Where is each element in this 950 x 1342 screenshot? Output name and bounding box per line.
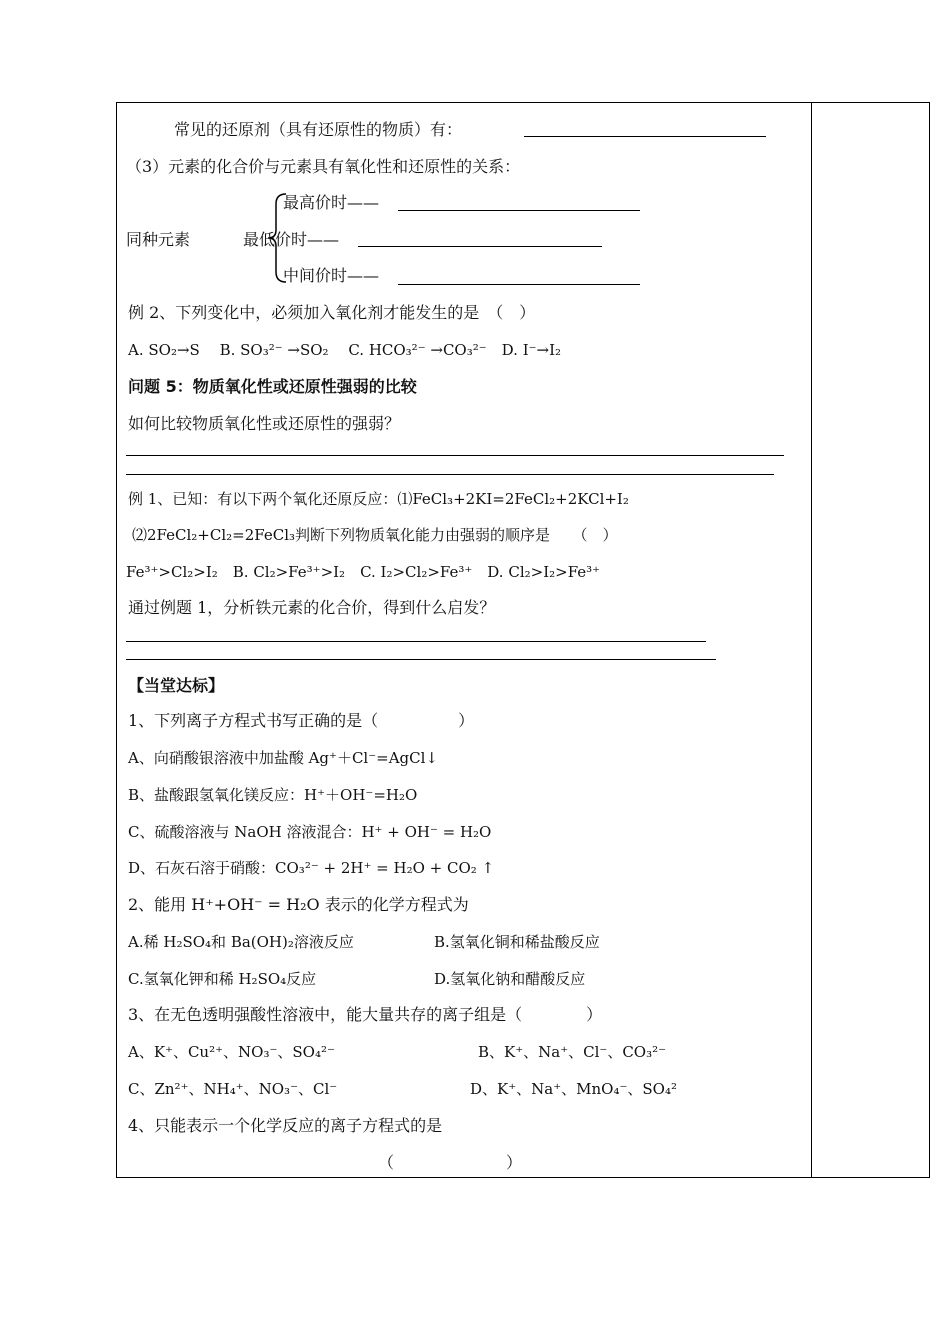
section-heading-question5: 问题 5：物质氧化性或还原性强弱的比较	[128, 377, 417, 396]
q3-option-a: A、K⁺、Cu²⁺、NO₃⁻、SO₄²⁻	[128, 1043, 335, 1061]
middle-valence-label: 中间价时——	[283, 266, 380, 285]
q4-stem: 4、只能表示一个化学反应的离子方程式的是	[128, 1116, 443, 1135]
q4-answer-parens[interactable]: （ ）	[378, 1153, 523, 1172]
q2-option-b: B.氢氧化铜和稀盐酸反应	[434, 933, 600, 951]
section-heading-practice: 【当堂达标】	[128, 676, 225, 695]
q3-option-b: B、K⁺、Na⁺、Cl⁻、CO₃²⁻	[478, 1043, 667, 1061]
answer-blank[interactable]	[126, 455, 784, 456]
answer-blank[interactable]	[398, 284, 640, 285]
q3-option-c: C、Zn²⁺、NH₄⁺、NO₃⁻、Cl⁻	[128, 1080, 338, 1098]
answer-blank[interactable]	[524, 136, 766, 137]
answer-blank[interactable]	[126, 641, 706, 642]
q2-stem: 2、能用 H⁺+OH⁻ = H₂O 表示的化学方程式为	[128, 895, 469, 914]
example1-question: 例 1、已知：有以下两个氧化还原反应：⑴FeCl₃+2KI=2FeCl₂+2KCl+I₂	[128, 490, 629, 508]
example1-options: Fe³⁺>Cl₂>I₂ B. Cl₂>Fe³⁺>I₂ C. I₂>Cl₂>Fe³⁺ D. Cl₂>I₂>Fe³⁺	[126, 563, 601, 581]
valence-relation-heading: （3）元素的化合价与元素具有氧化性和还原性的关系：	[126, 157, 521, 176]
q1-option-a: A、向硝酸银溶液中加盐酸 Ag⁺＋Cl⁻=AgCl↓	[128, 749, 438, 767]
compare-question: 如何比较物质氧化性或还原性的强弱？	[128, 414, 401, 433]
table-column-divider	[811, 102, 812, 1178]
q3-stem: 3、在无色透明强酸性溶液中，能大量共存的离子组是（ ）	[128, 1005, 603, 1024]
answer-blank[interactable]	[398, 210, 640, 211]
example2-options: A. SO₂→S B. SO₃²⁻ →SO₂ C. HCO₃²⁻ →CO₃²⁻ D. I⁻→I₂	[128, 341, 562, 359]
lowest-valence-label: 最低价时——	[243, 230, 340, 249]
q1-option-b: B、盐酸跟氢氧化镁反应：H⁺＋OH⁻=H₂O	[128, 786, 418, 804]
same-element-label: 同种元素	[126, 230, 191, 249]
q2-option-d: D.氢氧化钠和醋酸反应	[434, 970, 586, 988]
iron-valence-question: 通过例题 1，分析铁元素的化合价，得到什么启发？	[128, 598, 496, 617]
answer-blank[interactable]	[126, 659, 716, 660]
reducing-agents-prompt: 常见的还原剂（具有还原性的物质）有：	[174, 120, 463, 139]
answer-blank[interactable]	[126, 474, 774, 475]
q1-stem: 1、下列离子方程式书写正确的是（ ）	[128, 711, 475, 730]
q2-option-a: A.稀 H₂SO₄和 Ba(OH)₂溶液反应	[128, 933, 354, 951]
answer-blank[interactable]	[358, 246, 602, 247]
example2-question: 例 2、下列变化中，必须加入氧化剂才能发生的是 （ ）	[128, 303, 536, 322]
highest-valence-label: 最高价时——	[283, 193, 380, 212]
example1-question-cont: ⑵2FeCl₂+Cl₂=2FeCl₃判断下列物质氧化能力由强弱的顺序是 （ ）	[132, 526, 618, 544]
q2-option-c: C.氢氧化钾和稀 H₂SO₄反应	[128, 970, 317, 988]
q3-option-d: D、K⁺、Na⁺、MnO₄⁻、SO₄²	[470, 1080, 677, 1098]
q1-option-c: C、硫酸溶液与 NaOH 溶液混合：H⁺ + OH⁻ = H₂O	[128, 823, 492, 841]
q1-option-d: D、石灰石溶于硝酸：CO₃²⁻ + 2H⁺ = H₂O + CO₂ ↑	[128, 859, 495, 877]
